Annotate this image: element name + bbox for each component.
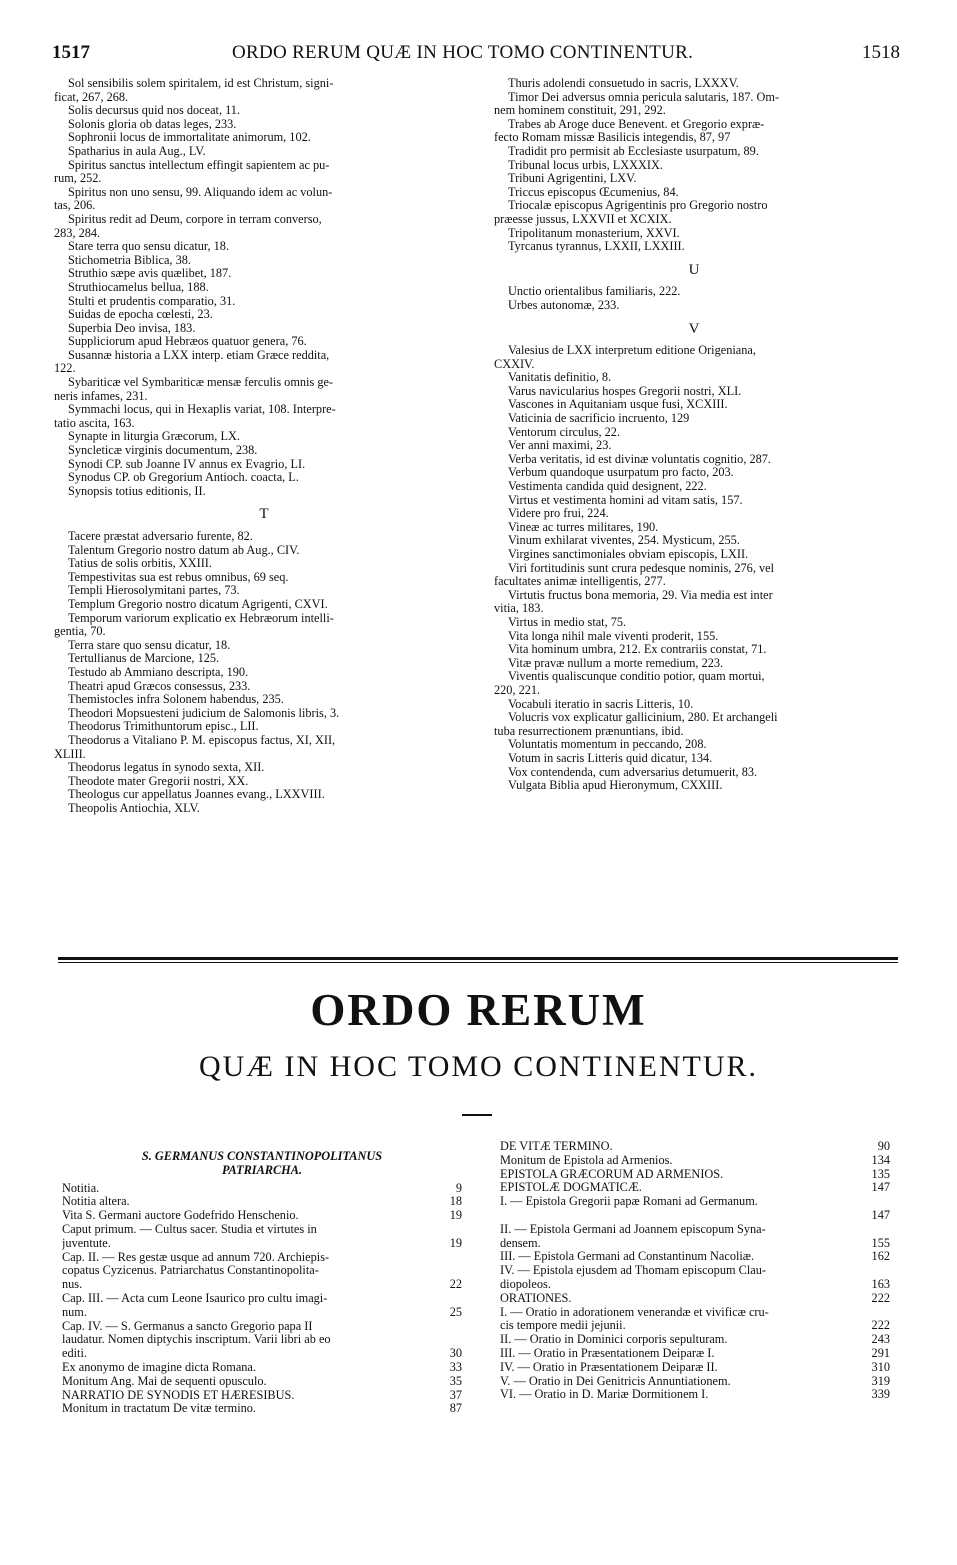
toc-entry (500, 1223, 890, 1237)
toc-entry-title: densem. (500, 1236, 541, 1250)
index-entry: Vita hominum umbra, 212. Ex contrariis constat, 71. (508, 643, 767, 657)
index-entry: 122. (54, 362, 76, 376)
index-entry: Talentum Gregorio nostro datum ab Aug., CIV. (68, 543, 300, 557)
toc-entry (500, 1237, 890, 1251)
toc-entry-title: nus. (62, 1278, 83, 1292)
index-entry: rum, 252. (54, 172, 102, 186)
toc-entry-page: 87 (449, 1401, 462, 1416)
toc-entry-page: 291 (871, 1345, 890, 1360)
toc-entry-page (884, 1306, 890, 1320)
toc-entry (500, 1140, 890, 1154)
toc-entry-title: III. — Oratio in Præsentationem Deiparæ I. (500, 1346, 715, 1360)
index-entry: Volucris vox explicatur gallicinium, 280. Et archangeli (508, 711, 778, 725)
toc-entry (500, 1333, 890, 1347)
toc-entry (62, 1209, 462, 1223)
index-entry: Struthio sæpe avis quælibet, 187. (68, 267, 232, 281)
toc-entry-page (456, 1320, 462, 1334)
toc-entry-title: Ex anonymo de imagine dicta Romana. (62, 1360, 256, 1374)
toc-entry-page: 147 (871, 1180, 890, 1195)
index-entry: CXXIV. (494, 357, 535, 371)
index-entry: Viventis qualiscunque conditio potior, quam mortui, (508, 670, 765, 684)
index-entry: Templi Hierosolymitani partes, 73. (68, 584, 240, 598)
index-entry: Virtus in medio stat, 75. (508, 615, 627, 629)
toc-entry-title: editi. (62, 1347, 87, 1361)
index-entry: Themistocles infra Solonem habendus, 235. (68, 693, 284, 707)
toc-entry-page: 310 (871, 1359, 890, 1374)
index-letter-heading: V (688, 320, 700, 337)
index-entry: Stare terra quo sensu dicatur, 18. (68, 240, 230, 254)
index-entry: Susannæ historia a LXX interp. etiam Græce reddita, (68, 348, 330, 362)
index-entry: Vocabuli iteratio in sacris Litteris, 10. (508, 697, 694, 711)
toc-entry-title: V. — Oratio in Dei Genitricis Annuntiationem. (500, 1374, 731, 1388)
toc-entry-page: 19 (449, 1208, 462, 1223)
toc-entry-page: 222 (871, 1318, 890, 1333)
index-letter-heading: U (688, 261, 700, 278)
index-entry: vitia, 183. (494, 602, 544, 616)
index-entry: Suppliciorum apud Hebræos quatuor genera, 76. (68, 335, 307, 349)
toc-entry (62, 1195, 462, 1209)
index-entry: Testudo ab Ammiano descripta, 190. (68, 665, 249, 679)
toc-entry-title: Cap. II. — Res gestæ usque ad annum 720. Archiepis- (62, 1250, 330, 1264)
index-entry: ficat, 267, 268. (54, 90, 129, 104)
toc-entry-title: III. — Epistola Germani ad Constantinum Nacoliæ. (500, 1250, 755, 1264)
index-entry: nem hominem constituit, 291, 292. (494, 104, 666, 118)
toc-entry-title: NARRATIO DE SYNODIS ET HÆRESIBUS. (62, 1388, 295, 1402)
toc-entry (62, 1347, 462, 1361)
toc-entry-page: 19 (449, 1235, 462, 1250)
index-entry: Vascones in Aquitaniam usque fusi, XCXIII. (508, 398, 728, 412)
index-entry: Synopsis totius editionis, II. (68, 484, 206, 498)
toc-entry-page: 135 (871, 1166, 890, 1181)
section-title: ORDO RERUM (310, 985, 647, 1035)
toc-entry-page: 9 (455, 1180, 462, 1195)
section-divider (462, 1114, 492, 1116)
toc-entry (500, 1375, 890, 1389)
toc-entry-page: 30 (449, 1346, 462, 1361)
toc-entry-page: 339 (871, 1387, 890, 1402)
toc-entry-title: Caput primum. — Cultus sacer. Studia et virtutes in (62, 1222, 317, 1236)
index-entry: Virtus et vestimenta homini ad vitam satis, 157. (508, 493, 743, 507)
toc-entry-title: Monitum in tractatum De vitæ termino. (62, 1402, 256, 1416)
toc-entry-page: 134 (871, 1152, 890, 1167)
toc-entry-page: 33 (449, 1359, 462, 1374)
toc-entry (62, 1292, 462, 1306)
toc-entry-page (456, 1292, 462, 1306)
index-entry: 220, 221. (494, 683, 541, 697)
index-entry: Synodus CP. ob Gregorium Antioch. coacta, L. (68, 471, 299, 485)
toc-entry (500, 1209, 890, 1223)
index-entry: Synapte in liturgia Græcorum, LX. (68, 430, 240, 444)
toc-entry-page: 35 (449, 1373, 462, 1388)
index-entry: Ver anni maximi, 23. (508, 439, 612, 453)
toc-column-right (500, 1140, 890, 1402)
toc-entry (500, 1347, 890, 1361)
index-entry: Triocalæ episcopus Agrigentinis pro Gregorio nostro (508, 199, 768, 213)
index-entry: Sol sensibilis solem spiritalem, id est Christum, signi- (68, 77, 334, 90)
index-entry: tuba resurrectionem prænuntians, ibid. (494, 724, 684, 738)
toc-entry-title: VI. — Oratio in D. Mariæ Dormitionem I. (500, 1388, 709, 1402)
toc-entry-page (884, 1264, 890, 1278)
index-entry: Sophronii locus de immortalitate animorum, 102. (68, 131, 311, 145)
index-entry: gentia, 70. (54, 625, 106, 639)
index-entry: Tacere præstat adversario furente, 82. (68, 530, 253, 543)
index-letter-heading: T (259, 506, 269, 523)
index-entry: 283, 284. (54, 226, 101, 240)
index-entry: Theodorus a Vitaliano P. M. episcopus factus, XI, XII, (68, 733, 336, 747)
index-entry: Vox contendenda, cum adversarius detumuerit, 83. (508, 765, 758, 779)
index-entry: Tatius de solis orbitis, XXIII. (68, 557, 212, 571)
index-entry: Theodorus Trimithuntorum episc., LII. (68, 720, 259, 734)
toc-entry-page: 18 (449, 1194, 462, 1209)
toc-entry-title: Monitum Ang. Mai de sequenti opusculo. (62, 1374, 267, 1388)
toc-entry-page: 147 (871, 1207, 890, 1222)
index-entry: Spatharius in aula Aug., LV. (68, 144, 206, 158)
index-entry: Theodorus legatus in synodo sexta, XII. (68, 761, 265, 775)
toc-entry-page: 243 (871, 1332, 890, 1347)
index-entry: Tradidit pro permisit ab Ecclesiaste usurpatum, 89. (508, 144, 759, 158)
index-entry: Struthiocamelus bellua, 188. (68, 280, 209, 294)
toc-entry-title: Vita S. Germani auctore Godefrido Henschenio. (62, 1209, 299, 1223)
toc-entry-page (884, 1195, 890, 1209)
index-entry: Theodori Mopsuesteni judicium de Salomonis libris, 3. (68, 706, 340, 720)
toc-entry (62, 1306, 462, 1320)
toc-entry-title: copatus Cyzicenus. Patriarchatus Constantinopolita- (62, 1264, 319, 1278)
section-rule-thin (58, 962, 898, 963)
toc-author-heading: S. GERMANUS CONSTANTINOPOLITANUS (141, 1149, 383, 1163)
toc-entry-title: juventute. (62, 1236, 111, 1250)
toc-entry (500, 1168, 890, 1182)
index-entry: Urbes autonomæ, 233. (508, 298, 620, 312)
index-entry: Theatri apud Græcos consessus, 233. (68, 679, 251, 693)
index-entry: Spiritus non uno sensu, 99. Aliquando idem ac volun- (68, 185, 333, 199)
index-entry: Theologus cur appellatus Joannes evang., LXXVIII. (68, 788, 325, 802)
index-entry: Theopolis Antiochia, XLV. (68, 801, 200, 815)
index-entry: Tertullianus de Marcione, 125. (68, 652, 220, 666)
index-entry: Solonis gloria ob datas leges, 233. (68, 117, 237, 131)
toc-entry-title: ORATIONES. (500, 1291, 572, 1305)
index-entry: Vulgata Biblia apud Hieronymum, CXXIII. (508, 779, 723, 793)
index-entry: Vita longa nihil male viventi proderit, 155. (508, 629, 719, 643)
toc-entry-page (884, 1223, 890, 1237)
index-entry: Tribuni Agrigentini, LXV. (508, 172, 637, 186)
toc-entry-page (456, 1333, 462, 1347)
toc-entry-title: DE VITÆ TERMINO. (500, 1140, 613, 1153)
section-rule-thick (58, 957, 898, 960)
running-header (52, 42, 900, 72)
index-entry: Vaticinia de sacrificio incruento, 129 (508, 412, 690, 426)
toc-entry-title: Cap. III. — Acta cum Leone Isaurico pro cultu imagi- (62, 1291, 328, 1305)
toc-entry-title: num. (62, 1305, 87, 1319)
toc-entry-title: Notitia altera. (62, 1195, 130, 1209)
index-entry: XLIII. (54, 747, 86, 761)
index-column-right (494, 77, 894, 793)
toc-entry (500, 1278, 890, 1292)
index-entry: Timor Dei adversus omnia pericula salutaris, 187. Om- (508, 90, 780, 104)
index-entry: Trabes ab Aroge duce Benevent. et Gregorio expræ- (508, 117, 765, 131)
toc-entry-page: 222 (871, 1290, 890, 1305)
toc-entry-page: 155 (871, 1235, 890, 1250)
toc-entry (500, 1388, 890, 1402)
index-entry: Tempestivitas sua est rebus omnibus, 69 seq. (68, 570, 289, 584)
toc-entry (62, 1182, 462, 1196)
index-entry: Verba veritatis, id est divinæ voluntatis cognitio, 287. (508, 452, 771, 466)
toc-entry-page: 163 (871, 1276, 890, 1291)
index-entry: tatio ascita, 163. (54, 416, 135, 430)
index-entry: Virtutis fructus bona memoria, 29. Via media est inter (508, 588, 773, 602)
index-entry: Vestimenta candida quid designent, 222. (508, 480, 707, 494)
toc-entry-page (456, 1264, 462, 1278)
toc-entry-title: EPISTOLÆ DOGMATICÆ. (500, 1181, 642, 1195)
index-entry: præesse jussus, LXXVII et XCXIX. (494, 212, 672, 226)
toc-entry-title: I. — Oratio in adorationem venerandæ et vivificæ cru- (500, 1305, 769, 1319)
toc-entry-page (456, 1251, 462, 1265)
index-entry: Viri fortitudinis sunt crura pedesque nominis, 276, vel (508, 561, 774, 575)
toc-entry-page: 22 (449, 1277, 462, 1292)
running-title: ORDO RERUM QUÆ IN HOC TOMO CONTINENTUR. (232, 42, 694, 63)
toc-entry-page: 90 (877, 1139, 890, 1153)
toc-entry-title: II. — Epistola Germani ad Joannem episcopum Syna- (500, 1222, 766, 1236)
index-entry: Temporum variorum explicatio ex Hebræorum intelli- (68, 611, 334, 625)
toc-entry (500, 1306, 890, 1320)
toc-column-left (62, 1150, 462, 1416)
index-entry: Templum Gregorio nostro dicatum Agrigenti, CXVI. (68, 597, 328, 611)
index-entry: Vineæ ac turres militares, 190. (508, 520, 659, 534)
toc-entry (500, 1264, 890, 1278)
index-entry: Votum in sacris Litteris quid dicatur, 134. (508, 751, 713, 765)
index-entry: Unctio orientalibus familiaris, 222. (508, 285, 681, 299)
toc-entry-title: Cap. IV. — S. Germanus a sancto Gregorio papa II (62, 1319, 313, 1333)
toc-entry (62, 1402, 462, 1416)
index-entry: Terra stare quo sensu dicatur, 18. (68, 638, 231, 652)
index-entry: Valesius de LXX interpretum editione Origeniana, (508, 344, 756, 358)
index-entry: Syncleticæ virginis documentum, 238. (68, 444, 258, 458)
toc-entry-title: I. — Epistola Gregorii papæ Romani ad Germanum. (500, 1195, 758, 1209)
index-entry: fecto Romam missæ Basilicis integendis, 87, 97 (494, 131, 731, 145)
toc-entry (500, 1319, 890, 1333)
index-entry: Triccus episcopus Œcumenius, 84. (508, 185, 679, 199)
page-number-left: 1517 (52, 42, 90, 63)
index-entry: Tribunal locus urbis, LXXXIX. (508, 158, 663, 172)
toc-entry (500, 1250, 890, 1264)
toc-entry (500, 1195, 890, 1209)
toc-entry (62, 1237, 462, 1251)
toc-entry-title: Monitum de Epistola ad Armenios. (500, 1153, 673, 1167)
toc-entry-title: IV. — Oratio in Præsentationem Deiparæ II. (500, 1360, 718, 1374)
toc-entry-page: 37 (449, 1387, 462, 1402)
index-entry: Symmachi locus, qui in Hexaplis variat, 108. Interpre- (68, 403, 336, 417)
toc-entry (62, 1389, 462, 1403)
toc-author-title: PATRIARCHA. (221, 1162, 303, 1177)
toc-entry-title: diopoleos. (500, 1277, 551, 1291)
toc-entry (62, 1223, 462, 1237)
index-entry: Spiritus sanctus intellectum effingit sapientem ac pu- (68, 158, 330, 172)
toc-entry-page (456, 1223, 462, 1237)
index-entry: Theodote mater Gregorii nostri, XX. (68, 774, 249, 788)
toc-entry (62, 1251, 462, 1265)
toc-entry (62, 1278, 462, 1292)
toc-entry-page: 162 (871, 1249, 890, 1264)
index-entry: Superbia Deo invisa, 183. (68, 321, 196, 335)
toc-entry-title: cis tempore medii jejunii. (500, 1319, 626, 1333)
page-number-right: 1518 (862, 42, 900, 63)
toc-entry-page: 25 (449, 1304, 462, 1319)
toc-entry (500, 1292, 890, 1306)
index-entry: Vanitatis definitio, 8. (508, 371, 612, 385)
index-entry: Videre pro frui, 224. (508, 507, 609, 521)
index-entry: facultates animæ intelligentis, 277. (494, 575, 666, 589)
index-entry: Thuris adolendi consuetudo in sacris, LXXXV. (508, 77, 739, 90)
toc-entry-title: Notitia. (62, 1181, 100, 1195)
toc-entry-title: II. — Oratio in Dominici corporis sepulturam. (500, 1333, 728, 1347)
toc-entry (62, 1264, 462, 1278)
toc-entry-title: IV. — Epistola ejusdem ad Thomam episcopum Clau- (500, 1264, 766, 1278)
toc-entry-page: 319 (871, 1373, 890, 1388)
toc-entry (62, 1333, 462, 1347)
toc-entry (500, 1181, 890, 1195)
toc-entry-title: EPISTOLA GRÆCORUM AD ARMENIOS. (500, 1167, 724, 1181)
toc-entry-title: laudatur. Nomen diptychis inscriptum. Varii libri ab eo (62, 1333, 331, 1347)
index-entry: Synodi CP. sub Joanne IV annus ex Evagrio, LI. (68, 457, 306, 471)
index-entry: Suidas de epocha cœlesti, 23. (68, 308, 213, 322)
index-entry: Tyrcanus tyrannus, LXXII, LXXIII. (508, 240, 685, 254)
toc-entry (62, 1361, 462, 1375)
index-column-left (54, 77, 474, 815)
toc-entry (500, 1361, 890, 1375)
index-entry: Verbum quandoque usurpatum pro facto, 203. (508, 466, 734, 480)
index-entry: tas, 206. (54, 199, 96, 213)
section-subtitle: QUÆ IN HOC TOMO CONTINENTUR. (198, 1050, 759, 1083)
index-entry: Stichometria Biblica, 38. (68, 253, 191, 267)
index-entry: Spiritus redit ad Deum, corpore in terram converso, (68, 212, 322, 226)
index-entry: Vitæ pravæ nullum a morte remedium, 223. (508, 656, 724, 670)
index-entry: Varus navicularius hospes Gregorii nostri, XLI. (508, 384, 742, 398)
index-entry: Vinum exhilarat viventes, 254. Mysticum, 255. (508, 534, 740, 548)
toc-entry (62, 1320, 462, 1334)
toc-entry (500, 1154, 890, 1168)
index-entry: Voluntatis momentum in peccando, 208. (508, 738, 707, 752)
index-entry: Solis decursus quid nos doceat, 11. (68, 104, 241, 118)
index-entry: Stulti et prudentis comparatio, 31. (68, 294, 236, 308)
index-entry: Tripolitanum monasterium, XXVI. (508, 226, 680, 240)
toc-entry (62, 1375, 462, 1389)
index-entry: Ventorum circulus, 22. (508, 425, 621, 439)
index-entry: Virgines sanctimoniales obviam episcopis, LXII. (508, 548, 749, 561)
index-entry: neris infames, 231. (54, 389, 148, 403)
index-entry: Sybariticæ vel Symbariticæ mensæ ferculis omnis ge- (68, 376, 334, 390)
